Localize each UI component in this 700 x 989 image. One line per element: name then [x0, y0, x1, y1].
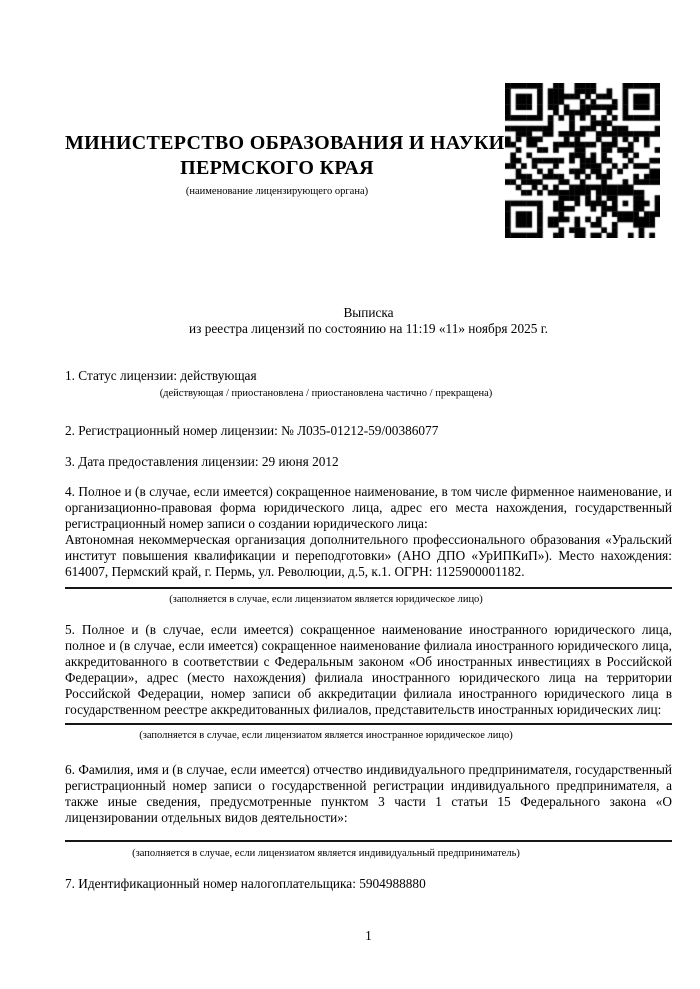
- document-title-line1: Выписка: [343, 305, 394, 320]
- fill-line-divider-foreign-entity: [65, 723, 672, 725]
- document-body: [65, 305, 672, 892]
- license-grant-date-line: 3. Дата предоставления лицензии: 29 июня 2012: [65, 454, 339, 469]
- foreign-entity-caption: (заполняется в случае, если лицензиатом является иностранное юридическое лицо): [139, 730, 513, 741]
- ministry-name-line2: ПЕРМСКОГО КРАЯ: [180, 157, 374, 179]
- license-status-line: 1. Статус лицензии: действующая: [65, 368, 257, 383]
- legal-entity-intro: 4. Полное и (в случае, если имеется) сокращенное наименование, в том числе фирменное наименование, и организационно-правовая форма юридического лица, адрес его места нахождения, государственный регистрационный номер записи о создании юридического лица:: [65, 484, 672, 531]
- fill-line-divider-legal-entity: [65, 587, 672, 589]
- taxpayer-id-line: 7. Идентификационный номер налогоплательщика: 5904988880: [65, 876, 426, 891]
- document-title-line2: из реестра лицензий по состоянию на 11:19 «11» ноября 2025 г.: [189, 321, 548, 336]
- foreign-entity-intro: 5. Полное и (в случае, если имеется) сокращенное наименование иностранного юридического лица, полное и (в случае, если имеется) сокращенное наименование филиала иностранного юридического лица, аккредитованного в соответствии с Федеральным законом «Об иностранных инвестициях в Российской Федерации», адрес (место нахождения) филиала иностранного юридического лица на территории Российской Федерации, номер записи об аккредитации филиала иностранного юридического лица в государственном реестре аккредитованных филиалов, представительств иностранных юридических лиц:: [65, 622, 672, 717]
- individual-entrepreneur-caption: (заполняется в случае, если лицензиатом является индивидуальный предприниматель): [132, 848, 520, 859]
- license-status-caption: (действующая / приостановлена / приостановлена частично / прекращена): [159, 388, 493, 399]
- document-title: [65, 305, 672, 337]
- ministry-name-line1: МИНИСТЕРСТВО ОБРАЗОВАНИЯ И НАУКИ: [65, 132, 505, 154]
- legal-entity-value: Автономная некоммерческая организация дополнительного профессионального образования «Уральский институт повышения квалификации и переподготовки» (АНО ДПО «УрИПКиП»). Место нахождения: 614007, Пермский край, г. Пермь, ул. Революции, д.5, к.1. ОГРН: 1125900001182.: [65, 532, 672, 579]
- fill-line-divider-entrepreneur: [65, 840, 672, 842]
- page-number: 1: [365, 928, 372, 943]
- qr-code: [505, 83, 660, 238]
- ministry-header: [65, 131, 505, 198]
- qr-code-icon: [505, 83, 660, 238]
- licensing-authority-caption: (наименование лицензирующего органа): [185, 186, 369, 197]
- legal-entity-caption: (заполняется в случае, если лицензиатом является юридическое лицо): [169, 594, 483, 605]
- registration-number-line: 2. Регистрационный номер лицензии: № Л035-01212-59/00386077: [65, 423, 439, 438]
- individual-entrepreneur-intro: 6. Фамилия, имя и (в случае, если имеется) отчество индивидуального предпринимателя, государственный регистрационный номер записи о государственной регистрации индивидуального предпринимателя, а также иные сведения, предусмотренные пунктом 3 части 1 статьи 15 Федерального закона «О лицензировании отдельных видов деятельности»:: [65, 762, 672, 825]
